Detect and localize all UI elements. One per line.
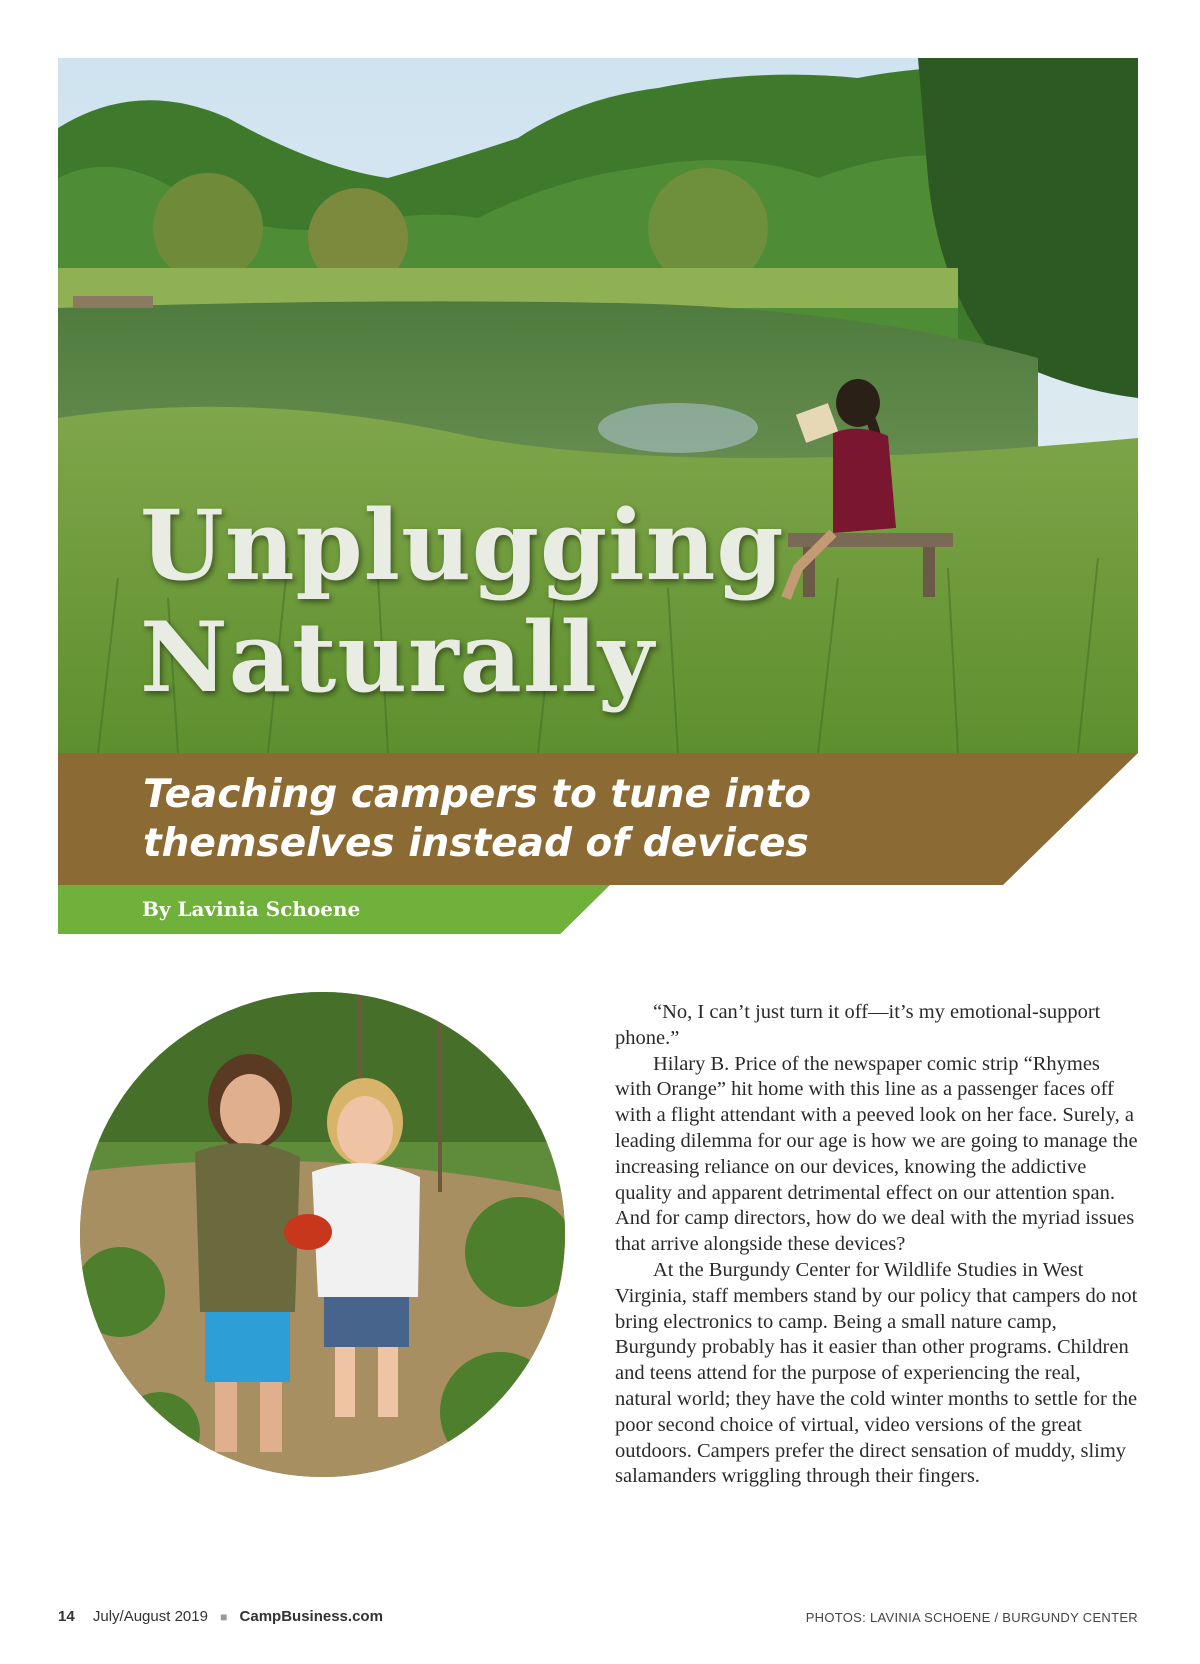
byline: By Lavinia Schoene — [142, 897, 361, 921]
article-subtitle: Teaching campers to tune into themselves instead of devices — [143, 772, 812, 866]
issue-date: July/August 2019 — [92, 1608, 208, 1625]
garden-kids-image — [80, 992, 565, 1477]
page-number: 14 — [58, 1608, 75, 1625]
article-body — [615, 1000, 1140, 1490]
website-link[interactable]: CampBusiness.com — [239, 1608, 383, 1625]
page-footer — [58, 1608, 383, 1625]
photo-credit: PHOTOS: LAVINIA SCHOENE / BURGUNDY CENTER — [805, 1610, 1138, 1625]
article-paragraph: At the Burgundy Center for Wildlife Studies in West Virginia, staff members stand by our policy that campers do not bring electronics to camp. Being a small nature camp, Burgundy probably has it easier than other programs. Children and teens attend for the purpose of experiencing the real, natural world; they have the cold winter months to settle for the poor second choice of virtual, video versions of the great outdoors. Campers prefer the direct sensation of muddy, slimy salamanders wriggling through their fingers. — [615, 1258, 1138, 1488]
article-title: Unplugging Naturally — [140, 489, 785, 714]
article-paragraph: “No, I can’t just turn it off—it’s my emotional-support phone.” — [615, 1001, 1101, 1049]
article-paragraph: Hilary B. Price of the newspaper comic strip “Rhymes with Orange” hit home with this line as a passenger faces off with a flight attendant with a peeved look on her face. Surely, a leading dilemma for our age is how we are going to manage the increasing reliance on our devices, knowing the addictive quality and apparent detrimental effect on our attention span. And for camp directors, how do we deal with the myriad issues that arrive alongside these devices? — [615, 1052, 1138, 1256]
garden-kids-photo — [80, 992, 565, 1477]
square-separator-icon: ■ — [220, 1610, 228, 1624]
